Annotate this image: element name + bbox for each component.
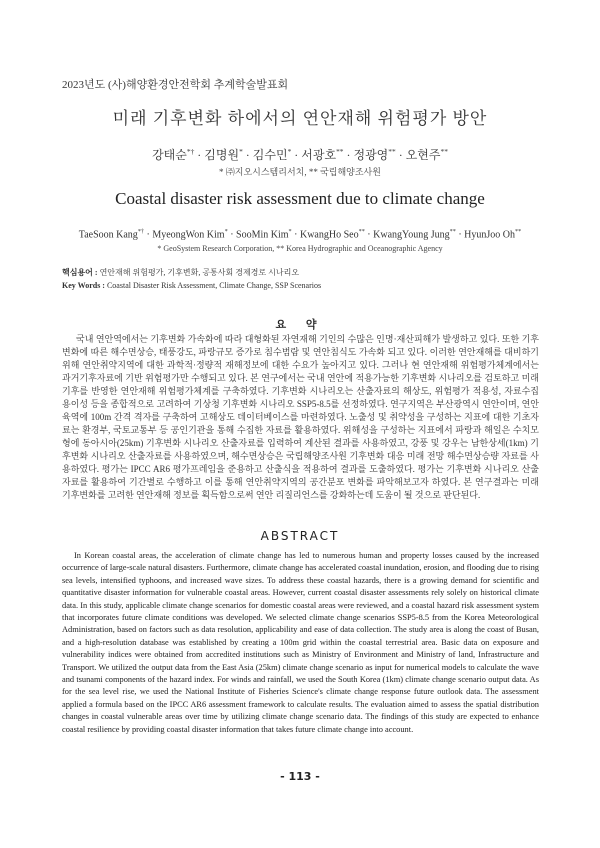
author-mark: * xyxy=(239,147,243,156)
author-mark: ** xyxy=(449,228,456,235)
korean-keywords xyxy=(62,267,299,278)
korean-keywords-text: 연안재해 위험평가, 기후변화, 공통사회 경제경로 시나리오 xyxy=(99,268,300,277)
author-name: TaeSoon Kang xyxy=(78,229,138,241)
author-mark: *† xyxy=(137,228,144,235)
author-name: 오현주 xyxy=(405,148,441,162)
korean-affiliation: * ㈜지오시스템리서치, ** 국립해양조사원 xyxy=(219,167,381,177)
english-abstract-body: In Korean coastal areas, the acceleration of climate change has led to numerous human and property losses caused by the increased occurrence of large-scale natural disasters. Furthermore, climate change has accelerated coastal inundation, erosion, and flooding due to rising sea levels, intensified typhoons, and increased wave sizes. To address these coastal hazards, there is a growing demand for scientific and quantitative disaster information for vulnerable coastal areas. However, current coastal disaster assessments rely solely on historical climate data. In this study, applicable climate change scenarios for domestic coastal areas were reviewed, and a coastal hazard risk assessment system that incorporates future climate conditions was developed. We selected climate change scenarios SSP5-8.5 from the Korea Meteorological Administration, based on factors such as data resolution, applicability and ease of data collection. The study area is along the coast of Busan, and a high-resolution database was established by creating a 100m grid within the coastal terrestrial area. Basic data on exposure and vulnerability indices were obtained from accredited institutions such as Ministry of Environment and Ministry of land, Infrastructure and Transport. We utilized the output data from the East Asia (25km) climate change scenario as input for numerical models to calculate the wave and tsunami components of the hazard index. For winds and rainfall, we used the South Korea (1km) climate change scenario output data. As for the sea level rise, we used the National Institute of Fisheries Science's climate change response future outlook data. The assessment applied a formula based on the IPCC AR6 assessment framework to calculate results. The evaluation aimed to assess the spatial distribution changes in coastal vulnerable areas over time by utilizing climate change scenario data. The findings of this study are expected to enhance coastal resilience by providing coastal disaster information that takes future climate change into account. xyxy=(62,551,539,734)
english-keywords xyxy=(62,281,321,290)
korean-author-list: 강태순*† · 김명원* · 김수민* · 서광호** · 정광영** · 오현주** xyxy=(152,147,448,162)
english-affiliation: * GeoSystem Research Corporation, ** Korea Hydrographic and Oceanographic Agency xyxy=(157,244,443,253)
author-mark: ** xyxy=(440,147,448,156)
author-mark: ** xyxy=(336,147,344,156)
author-name: 정광영 xyxy=(353,148,389,162)
author-name: SooMin Kim xyxy=(236,229,289,241)
english-title: Coastal disaster risk assessment due to climate change xyxy=(115,189,485,208)
author-name: MyeongWon Kim xyxy=(152,229,225,241)
korean-keywords-label: 핵심용어 : xyxy=(62,268,98,277)
english-abstract-heading: ABSTRACT xyxy=(260,529,340,543)
author-name: 서광호 xyxy=(301,148,337,162)
author-mark: ** xyxy=(515,228,522,235)
english-keywords-text: Coastal Disaster Risk Assessment, Climate Change, SSP Scenarios xyxy=(106,281,322,290)
author-mark: ** xyxy=(388,147,396,156)
author-mark: ** xyxy=(358,228,365,235)
korean-title: 미래 기후변화 하에서의 연안재해 위험평가 방안 xyxy=(112,109,488,128)
author-name: KwangHo Seo xyxy=(299,229,359,241)
english-keywords-label: Key Words : xyxy=(62,281,105,290)
korean-abstract-heading: 요 약 xyxy=(275,318,325,331)
author-name: 김수민 xyxy=(252,148,288,162)
author-name: 강태순 xyxy=(152,148,187,162)
author-mark: * xyxy=(287,147,292,156)
korean-abstract-body: 국내 연안역에서는 기후변화 가속화에 따라 대형화된 자연재해 기인의 수많은 인명·재산피해가 발생하고 있다. 또한 기후변화에 따른 해수면상승, 태풍강도, 파랑규모 증가로 침수범람 및 연안침식도 가속화 되고 있다. 이러한 연안재해를 대비하기 위해 연안취약지역에 대한 과학적·정량적 재해정보에 대한 수요가 높아지고 있다. 그러나 현 연안재해 위험평가체계에서는 과거기후자료에 기반 위험평가만 수행되고 있다. 본 연구에서는 국내 연안에 적용가능한 기후변화 시나리오를 검토하고 미래기후를 반영한 연안재해 위험평가체계를 구축하였다. 기후변화 시나리오는 산출자료의 해상도, 위험평가 적용성, 자료수집 용이성 등을 종합적으로 고려하여 기상청 기후변화 시나리오 SSP5-8.5를 선정하였다. 연구지역은 부산광역시 연안이며, 연안육역에 100m 간격 격자를 구축하여 고해상도 데이터베이스를 마련하였다. 노출성 및 취약성을 구성하는 지표에 대한 기초자료는 환경부, 국토교통부 등 공인기관을 통해 수집한 자료를 활용하였다. 위해성을 구성하는 지표에서 파랑과 해일은 수치모형에 동아시아(25km) 기후변화 시나리오 산출자료를 입력하여 계산된 결과를 사용하였고, 강풍 및 강우는 남한상세(1km) 기후변화 시나리오 산출자료를 사용하였으며, 해수면상승은 국립해양조사원 기후변화 대응 미래 전망 해수면상승량 자료를 사용하였다. 평가는 IPCC AR6 평가프레임을 준용하고 산출식을 적용하여 결과를 도출하였다. 평가는 기후변화 시나리오 산출자료를 활용하여 기간별로 수행하고 이를 통해 연안취약지역의 공간분포 변화를 파악해보고자 하였다. 본 연구결과는 미래 기후변화를 고려한 연안재해 정보를 획득함으로써 연안 리질리언스를 강화하는데 도움이 될 것으로 판단된다. xyxy=(62,334,539,500)
english-author-list: TaeSoon Kang*† · MyeongWon Kim* · SooMin Kim* · KwangHo Seo** · KwangYoung Jung** · HyunJoo Oh** xyxy=(78,228,522,241)
author-name: HyunJoo Oh xyxy=(464,229,515,241)
author-name: 김명원 xyxy=(204,148,240,162)
author-name: KwangYoung Jung xyxy=(373,229,450,241)
author-mark: * xyxy=(288,228,292,235)
author-mark: * xyxy=(224,228,228,235)
conference-header: 2023년도 (사)해양환경안전학회 추계학술발표회 xyxy=(62,79,289,91)
page-number: - 113 - xyxy=(280,770,320,783)
author-mark: *† xyxy=(186,147,195,156)
